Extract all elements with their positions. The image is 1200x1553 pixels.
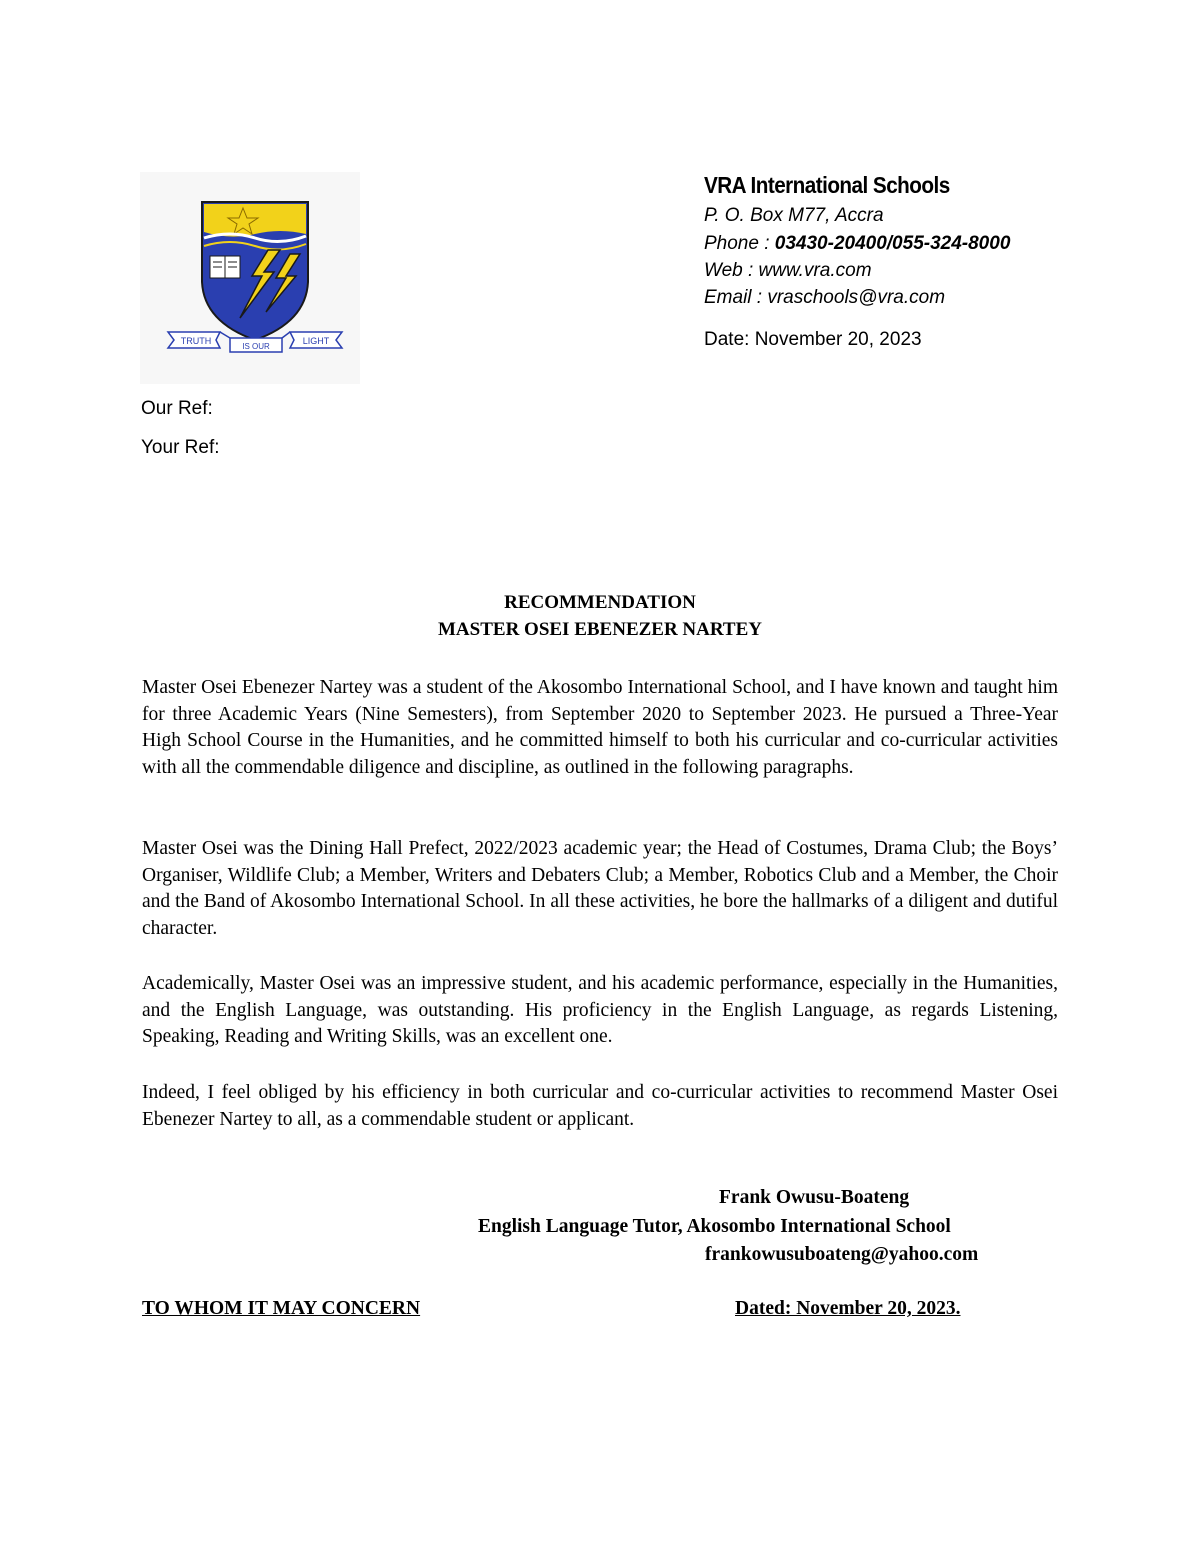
phone-value: 03430-20400/055-324-8000 — [774, 233, 1011, 254]
paragraph-4: Indeed, I feel obliged by his efficiency in both curricular and co-curricular activities to recommend Master Osei Ebenezer Nartey to all, as a commendable student or applicant. — [142, 1082, 1058, 1130]
your-ref: Your Ref: — [141, 437, 220, 458]
letter-subject: MASTER OSEI EBENEZER NARTEY — [438, 619, 762, 640]
letter-title: RECOMMENDATION — [504, 592, 696, 613]
org-email: Email : vraschools@vra.com — [704, 287, 946, 308]
addressee: TO WHOM IT MAY CONCERN — [142, 1298, 421, 1319]
signatory-email: frankowusuboateng@yahoo.com — [705, 1244, 979, 1265]
paragraph-1: Master Osei Ebenezer Nartey was a student of the Akosombo International School, and I have known and taught him for three Academic Years (Nine Semesters), from September 2020 to September 2023. He pursued a Three-Year High School Course in the Humanities, and he committed himself to both his curricular and co-curricular activities with all the commendable diligence and discipline, as outlined in the following paragraphs. — [142, 677, 1058, 778]
school-crest — [140, 172, 360, 384]
org-address: P. O. Box M77, Accra — [704, 205, 884, 226]
signatory-name: Frank Owusu-Boateng — [719, 1187, 910, 1208]
our-ref: Our Ref: — [141, 398, 213, 419]
org-phone — [704, 233, 1010, 255]
phone-label: Phone : — [704, 233, 775, 254]
org-name: VRA International Schools — [704, 172, 950, 198]
dated-line: Dated: November 20, 2023. — [735, 1298, 961, 1319]
crest-icon — [140, 172, 360, 384]
org-web: Web : www.vra.com — [704, 260, 872, 281]
header-date: Date: November 20, 2023 — [704, 329, 922, 350]
crest-banner-center: IS OUR — [242, 342, 270, 351]
paragraph-2: Master Osei was the Dining Hall Prefect, 2022/2023 academic year; the Head of Costumes, Drama Club; the Boys’ Organiser, Wildlife Club; a Member, Writers and Debaters Club; a Member, Robotics Club and a Member, the Choir and the Band of Akosombo International School. In all these activities, he bore the hallmarks of a diligent and dutiful character. — [142, 838, 1058, 939]
crest-banner-right: LIGHT — [302, 336, 330, 346]
crest-banner-left: TRUTH — [180, 336, 212, 346]
paragraph-3: Academically, Master Osei was an impressive student, and his academic performance, especially in the Humanities, and the English Language, was outstanding. His proficiency in the English Language, as regards Listening, Speaking, Reading and Writing Skills, was an excellent one. — [142, 973, 1058, 1047]
signatory-role: English Language Tutor, Akosombo International School — [478, 1216, 951, 1237]
